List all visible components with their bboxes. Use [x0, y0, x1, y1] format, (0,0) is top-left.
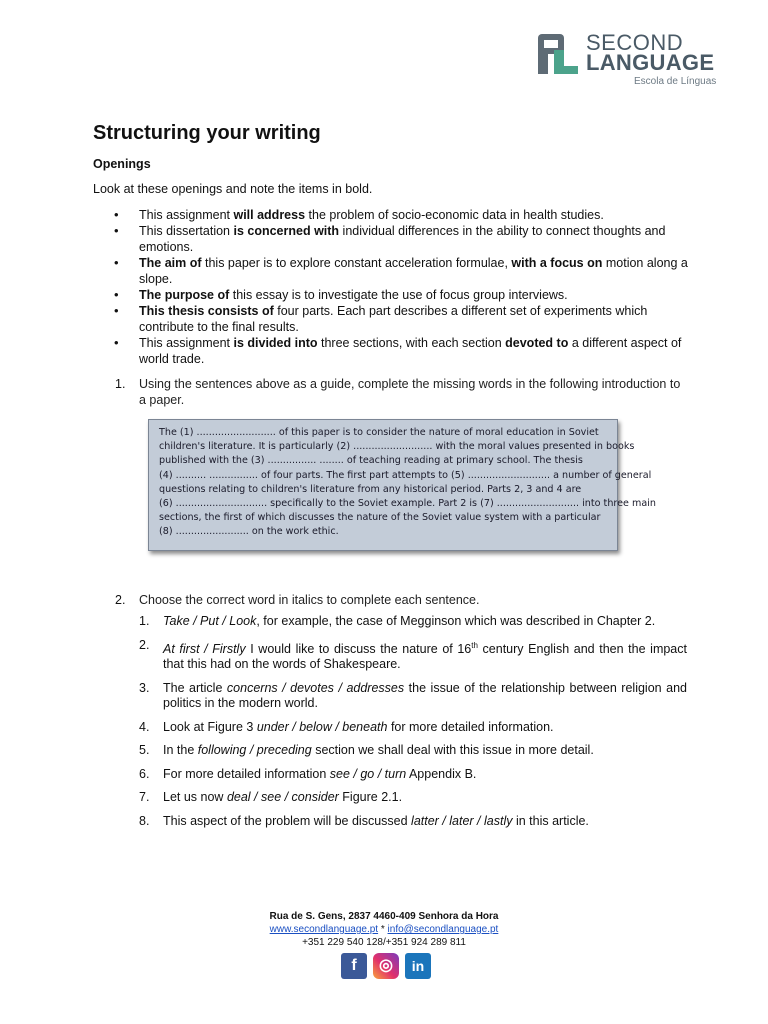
question-1: [93, 376, 687, 408]
linkedin-icon[interactable]: in: [405, 953, 431, 979]
footer: [0, 910, 768, 949]
question-text: Choose the correct word in italics to complete each sentence.: [139, 593, 480, 607]
facebook-icon[interactable]: f: [341, 953, 367, 979]
email-link[interactable]: info@secondlanguage.pt: [387, 924, 499, 935]
sentence-item: 8. This aspect of the problem will be discussed latter / later / lastly in this article.: [139, 813, 589, 828]
intro-text: Look at these openings and note the items in bold.: [93, 182, 373, 196]
exercise-line: children's literature. It is particularly (2) .......................... with the moral values presented in books: [159, 441, 635, 453]
exercise-line: questions relating to children's literature from any historical period. Parts 2, 3 and 4 are: [159, 483, 582, 495]
exercise-line: The (1) .......................... of this paper is to consider the nature of moral education in Soviet: [159, 427, 599, 438]
exercise-text-image: [148, 419, 656, 551]
sentence-item: 3. The article concerns / devotes / addresses the issue of the relationship between religion and politics in the modern world.: [139, 680, 687, 711]
sentence-item: 7. Let us now deal / see / consider Figure 2.1.: [139, 790, 403, 805]
footer-address: Rua de S. Gens, 2837 4460-409 Senhora da Hora: [269, 911, 499, 922]
exercise-line: (8) ........................ on the work ethic.: [159, 526, 339, 538]
social-links: [341, 953, 441, 981]
sentence-item: 4. Look at Figure 3 under / below / beneath for more detailed information.: [139, 719, 554, 734]
sentence-item: 5. In the following / preceding section we shall deal with this issue in more detail.: [139, 743, 594, 758]
exercise-line: (6) .............................. specifically to the Soviet example. Part 2 is (7) ........................... into three main: [159, 498, 656, 510]
footer-phones: +351 229 540 128/+351 924 289 811: [302, 937, 466, 948]
footer-separator: *: [378, 924, 388, 935]
sentence-item: 1. Take / Put / Look, for example, the case of Megginson which was described in Chapter 2.: [139, 614, 656, 628]
sentence-item: 6. For more detailed information see / go / turn Appendix B.: [139, 766, 477, 781]
bullet-item: • This assignment is divided into three sections, with each section devoted to a different aspect of world trade.: [93, 335, 693, 367]
sentence-list: [93, 614, 687, 837]
page-title: Structuring your writing: [93, 122, 321, 144]
logo-subtitle: Escola de Línguas: [634, 76, 717, 87]
question-2: [93, 592, 687, 608]
question-text: Using the sentences above as a guide, complete the missing words in the following introduction to a paper.: [139, 377, 681, 407]
sentence-item: 2. At first / Firstly I would like to discuss the nature of 16th century English and then the impact that this had on the words of Shakespeare.: [139, 637, 687, 672]
instagram-icon[interactable]: ◎: [373, 953, 399, 979]
website-link[interactable]: www.secondlanguage.pt: [269, 924, 379, 935]
bullet-item: • This thesis consists of four parts. Each part describes a different set of experiments which contribute to the final results.: [93, 303, 693, 335]
exercise-line: published with the (3) ................ ........ of teaching reading at primary school. The thesis: [159, 455, 583, 467]
footer-contacts: [0, 923, 768, 936]
question-number: 1.: [115, 377, 126, 391]
bullet-item: • The aim of this paper is to explore constant acceleration formulae, with a focus on motion along a slope.: [93, 255, 693, 287]
logo-line1: SECOND: [586, 30, 684, 55]
logo-mark-icon: [536, 32, 580, 76]
logo-line2: LANGUAGE: [586, 50, 715, 75]
question-number: 2.: [115, 593, 126, 607]
bullet-item: • This assignment will address the problem of socio-economic data in health studies.: [93, 207, 693, 223]
bullet-item: • The purpose of this essay is to investigate the use of focus group interviews.: [93, 287, 693, 303]
openings-heading: Openings: [93, 157, 151, 171]
exercise-line: (4) .......... ................ of four parts. The first part attempts to (5) ........................... a number of general: [159, 469, 652, 481]
openings-bullet-list: [93, 207, 693, 367]
logo: [536, 30, 726, 90]
bullet-item: • This dissertation is concerned with individual differences in the ability to connect thoughts and emotions.: [93, 223, 693, 255]
exercise-line: sections, the first of which discusses the nature of the Soviet value system with a particular: [159, 512, 601, 524]
